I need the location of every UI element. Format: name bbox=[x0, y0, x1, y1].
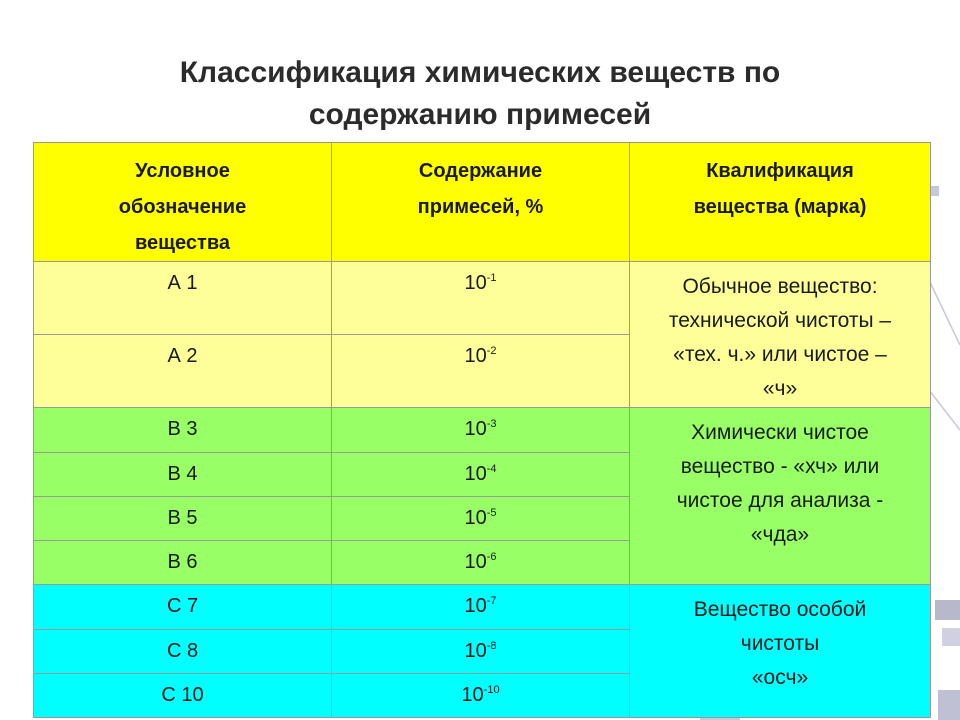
code-cell: В 4 bbox=[34, 453, 332, 497]
code-cell: В 5 bbox=[34, 497, 332, 541]
header-designation: Условное обозначение вещества bbox=[34, 143, 332, 262]
table-row bbox=[34, 262, 931, 335]
content-cell: $10^{-10}$ bbox=[332, 674, 630, 718]
content-cell: $10^{-8}$ bbox=[332, 630, 630, 674]
slide-title-line-1: Классификация химических веществ по bbox=[179, 56, 781, 89]
qualification-group-b: Химически чистое вещество - «хч» или чистое для анализа - «чда» bbox=[630, 408, 931, 585]
table-row bbox=[34, 585, 931, 630]
code-cell: С 10 bbox=[34, 674, 332, 718]
code-cell: С 7 bbox=[34, 585, 332, 630]
content-cell: $10^{-3}$ bbox=[332, 408, 630, 453]
qualification-group-c: Вещество особой чистоты «осч» bbox=[630, 585, 931, 718]
code-cell: С 8 bbox=[34, 630, 332, 674]
code-cell: В 3 bbox=[34, 408, 332, 453]
content-cell: $10^{-2}$ bbox=[332, 335, 630, 408]
code-cell: А 2 bbox=[34, 335, 332, 408]
content-cell: $10^{-7}$ bbox=[332, 585, 630, 630]
header-qualification: Квалификация вещества (марка) bbox=[630, 143, 931, 262]
content-cell: $10^{-4}$ bbox=[332, 453, 630, 497]
content-cell: $10^{-1}$ bbox=[332, 262, 630, 335]
content-cell: $10^{-6}$ bbox=[332, 541, 630, 585]
table-header-row bbox=[34, 143, 931, 262]
header-impurity-content: Содержание примесей, % bbox=[332, 143, 630, 262]
code-cell: А 1 bbox=[34, 262, 332, 335]
classification-table bbox=[33, 142, 931, 718]
slide-title-line-2: содержанию примесей bbox=[308, 98, 652, 131]
table-row bbox=[34, 408, 931, 453]
slide-title bbox=[60, 52, 900, 136]
code-cell: В 6 bbox=[34, 541, 332, 585]
qualification-group-a: Обычное вещество: технической чистоты – «тех. ч.» или чистое – «ч» bbox=[630, 262, 931, 408]
content-cell: $10^{-5}$ bbox=[332, 497, 630, 541]
